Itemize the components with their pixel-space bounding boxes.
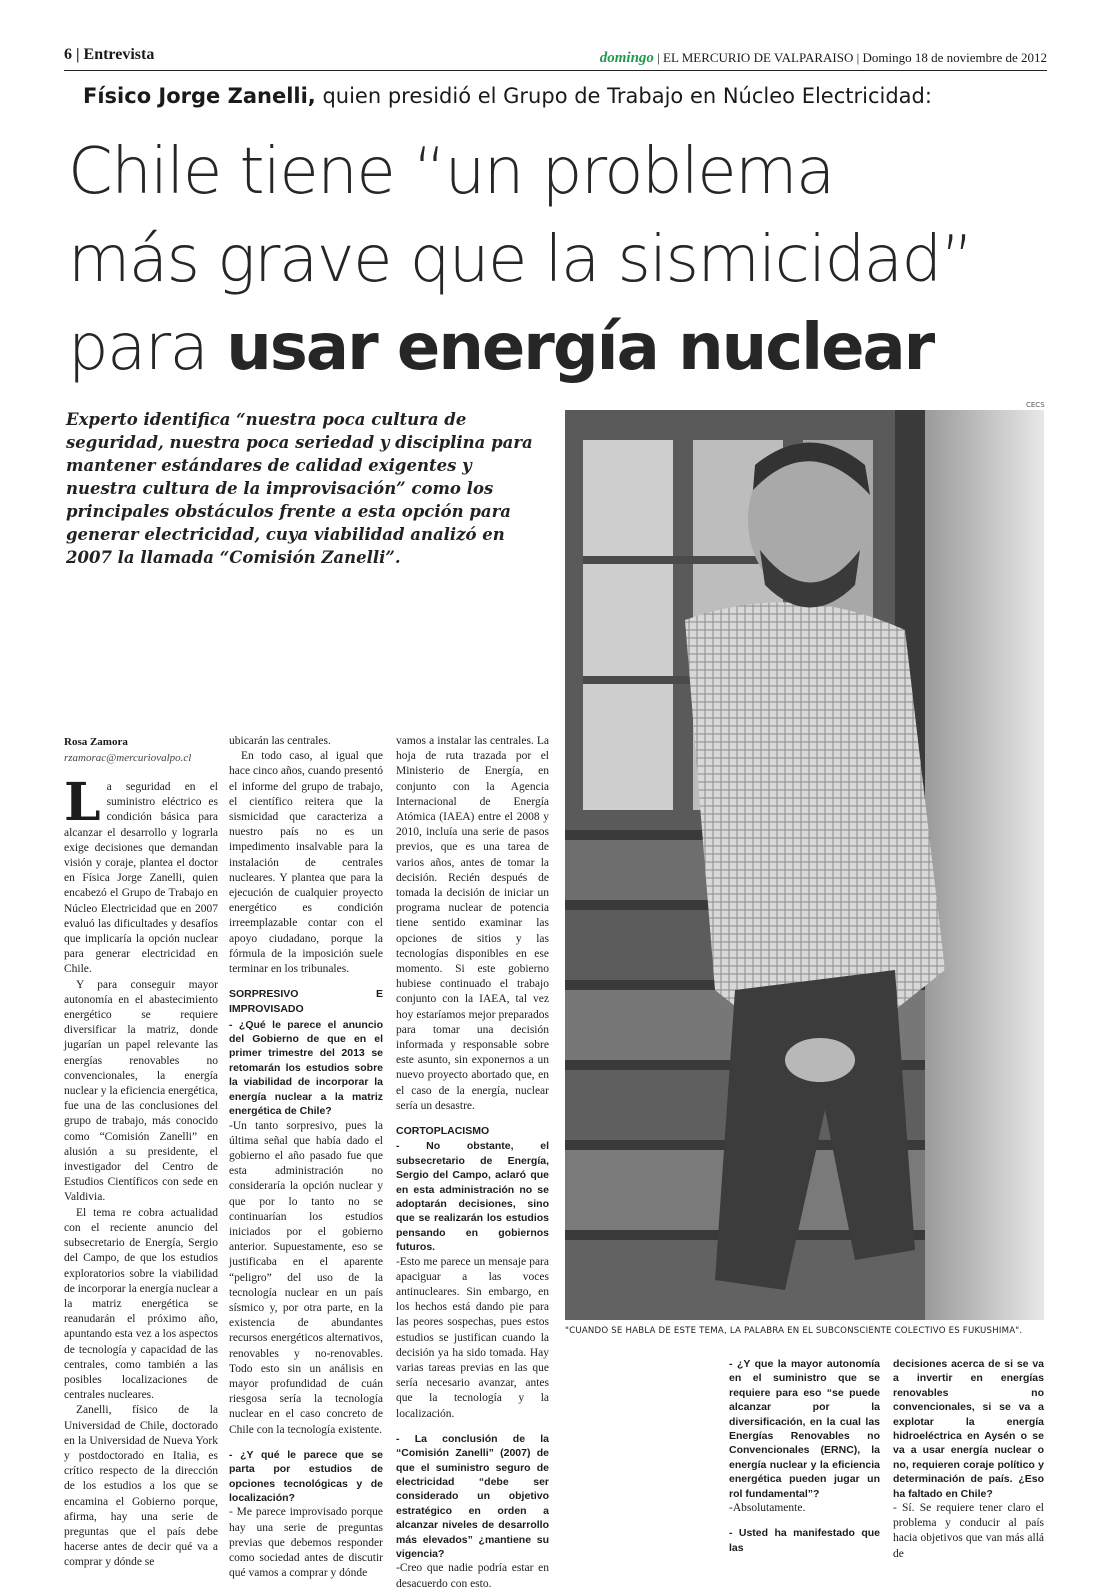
page-number: 6: [64, 46, 72, 63]
question: - No obstante, el subsecretario de Energía, Sergio del Campo, aclaró que en esta administración no se adoptarán decisiones, sino que se realizarán los estudios pensando en gobiernos futuros.: [396, 1140, 549, 1254]
question: - La conclusión de la “Comisión Zanelli” (2007) de que el suministro seguro de electricidad “debe ser considerado un objetivo estratégico en orden a alcanzar niveles de desarrollo más elevados” ¿mantiene su vigencia?: [396, 1432, 549, 1561]
kicker-name: Físico Jorge Zanelli,: [83, 84, 316, 108]
answer: -Esto me parece un mensaje para apaciguar a las voces antinucleares. Sin embargo, en los hechos está dando pie para las peores sospechas, pues estos estudios se justifican cuando la decisión ya ha sido tomada. Hay varias tareas previas en las que sería necesario avanzar, antes que la tecnología y la localización.: [396, 1255, 549, 1420]
headline-line-3-light: para: [68, 311, 227, 385]
body-column-5: [893, 1357, 1044, 1560]
answer: -Absolutamente.: [729, 1502, 806, 1515]
question: - Usted ha manifestado que las: [729, 1527, 880, 1554]
newspaper-name: EL MERCURIO DE VALPARAISO: [663, 50, 854, 65]
portrait-photo: [565, 410, 1044, 1320]
body-column-1: [64, 772, 218, 1569]
lead-paragraph: [64, 772, 218, 978]
issue-date: Domingo 18 de noviembre de 2012: [862, 50, 1047, 65]
brand-logo: domingo: [599, 50, 654, 66]
paragraph: El tema re cobra actualidad con el reciente anuncio del subsecretario de Energía, Sergio del Campo, de que los estudios exploratorios sobre la viabilidad de incorporar la energía nuclear a la matriz energética se reanudarán el próximo año, apuntando esta vez a los aspectos de tecnología y capacidad de las centrales, como también a las posibles localizaciones de centrales nucleares.: [64, 1206, 218, 1402]
kicker: [83, 84, 932, 108]
photo-credit: CECS: [1026, 401, 1045, 409]
answer: - Sí. Se requiere tener claro el problema y conducir al país hacia objetivos que van más allá de: [893, 1502, 1044, 1560]
question: - ¿Y que la mayor autonomía en el suministro que se requiere para eso “se puede alcanzar por la diversificación, en la cual las Energías Renovables no Convencionales (ERNC), la energía nuclear y la eficiencia energética pueden jugar un rol fundamental”?: [729, 1358, 880, 1500]
paragraph: En todo caso, al igual que hace cinco años, cuando presentó el informe del grupo de trabajo, el científico reitera que la sismicidad que caracteriza a nuestro país no es un impedimento insalvable para la instalación de centrales nucleares. Y plantea que para la ejecución de cualquier proyecto energético es condición irreemplazable contar con el apoyo ciudadano, porque la fórmula de la imposición suele terminar en los tribunales.: [229, 750, 383, 976]
headline-line-3-bold: usar energía nuclear: [226, 311, 934, 385]
question: decisiones acerca de si se va a invertir en energías renovables no convencionales, si se va a explotar la energía hidroeléctrica en Aysén o se va a usar energía nuclear o no, requieren coraje político y determinación de país. ¿Eso ha faltado en Chile?: [893, 1358, 1044, 1500]
answer: -Un tanto sorpresivo, pues la última señal que había dado el gobierno el año pasado fue que esta administración no consideraría la opción nuclear y que por lo tanto no se continuarían los estudios iniciados por el gobierno anterior. Supuestamente, eso se justificaba en el aparente “peligro” del uso de la tecnología nuclear en un país sísmico y, por otra parte, en la existencia de abundantes recursos energéticos alternativos, renovables y no-renovables. Todo esto sin un análisis en mayor profundidad de cuán riesgosa sería la tecnología nuclear en el caso concreto de Chile con la tecnología existente.: [229, 1119, 383, 1436]
body-column-3: [396, 734, 549, 1590]
author-email[interactable]: rzamorac@mercuriovalpo.cl: [64, 752, 192, 764]
section-name: Entrevista: [83, 46, 155, 63]
headline-line-3: [68, 304, 972, 392]
answer: -Creo que nadie podría estar en desacuerdo con esto.: [396, 1562, 549, 1590]
question: - ¿Y qué le parece que se parta por estudios de opciones tecnológicas y de localización?: [229, 1448, 383, 1504]
header-rule: [64, 70, 1047, 71]
paragraph: Y para conseguir mayor autonomía en el abastecimiento energético se requiere diversificar la matriz, donde jugarían un papel relevante las energías renovables no convencionales, la energía nuclear y la eficiencia energética, fue una de las conclusiones del grupo de trabajo, más conocido como “Comisión Zanelli” en alusión a su presidente, el investigador del Centro de Estudios Científicos con sede en Valdivia.: [64, 978, 218, 1204]
headline-line-1: Chile tiene “un problema: [68, 135, 834, 209]
author-name: Rosa Zamora: [64, 736, 128, 748]
portrait-illustration: [565, 410, 1044, 1320]
masthead-info: domingo | EL MERCURIO DE VALPARAISO | Domingo 18 de noviembre de 2012: [599, 50, 1047, 66]
drop-cap: L: [64, 772, 101, 833]
subheading: CORTOPLACISMO: [396, 1125, 490, 1138]
lead-text: a seguridad en el suministro eléctrico es condición básica para alcanzar el desarrollo y lograrla exige decisiones que demandan visión y coraje, plantea el doctor en Física Jorge Zanelli, quien encabezó el Grupo de Trabajo en Núcleo Electricidad que en 2007 evaluó las dificultades y desafíos que implicaría la opción nuclear para generar electricidad en Chile.: [64, 781, 218, 976]
paragraph: ubicarán las centrales.: [229, 735, 331, 747]
kicker-rest: quien presidió el Grupo de Trabajo en Núcleo Electricidad:: [315, 84, 932, 108]
body-column-4: [729, 1357, 880, 1557]
body-column-2: [229, 734, 383, 1580]
subheading: SORPRESIVO E IMPROVISADO: [229, 988, 383, 1016]
paragraph: Zanelli, físico de la Universidad de Chile, doctorado en la Universidad de Nueva York y postdoctorado en Italia, es crítico respecto de la dirección de los estudios a los que se encamina el Gobierno porque, afirma, hay una serie de preguntas que el país debe hacerse antes de decir qué va a comprar y dónde se: [64, 1404, 218, 1569]
headline: [68, 128, 972, 392]
headline-line-2: más grave que la sismicidad”: [68, 223, 973, 297]
photo-caption: "CUANDO SE HABLA DE ESTE TEMA, LA PALABRA EN EL SUBCONSCIENTE COLECTIVO ES FUKUSHIMA".: [565, 1326, 1023, 1336]
question: - ¿Qué le parece el anuncio del Gobierno de que en el primer trimestre del 2013 se retomarán los estudios sobre la viabilidad de incorporar la energía nuclear a la matriz energética de Chile?: [229, 1018, 383, 1118]
page-section-label: 6 | Entrevista: [64, 46, 155, 63]
paragraph: vamos a instalar las centrales. La hoja de ruta trazada por el Ministerio de Energía, en conjunto con la Agencia Internacional de Energía Atómica (IAEA) entre el 2008 y 2010, incluía una serie de pasos previos, que es una tarea de varios años, antes de tomar la decisión. Recién después de tomada la decisión de iniciar un programa nuclear de potencia tiene sentido examinar las opciones de sitios y las tecnologías disponibles en ese momento. Si este gobierno hubiese continuado el trabajo conjunto con la IAEA, tal vez hoy estaríamos mejor preparados para tomar una decisión informada y responsable sobre este asunto, sin exponernos a un nuevo proyecto abortado que, en el caso de la energía, nuclear sería un desastre.: [396, 735, 549, 1112]
answer: - Me parece improvisado porque hay una serie de preguntas previas que debemos responder como sociedad antes de discutir qué vamos a comprar y dónde: [229, 1506, 383, 1580]
article-deck: Experto identifica “nuestra poca cultura de seguridad, nuestra poca seriedad y disciplina para mantener estándares de calidad exigentes y nuestra cultura de la improvisación” como los principales obstáculos frente a esta opción para generar electricidad, cuya viabilidad analizó en 2007 la llamada “Comisión Zanelli”.: [66, 410, 533, 567]
